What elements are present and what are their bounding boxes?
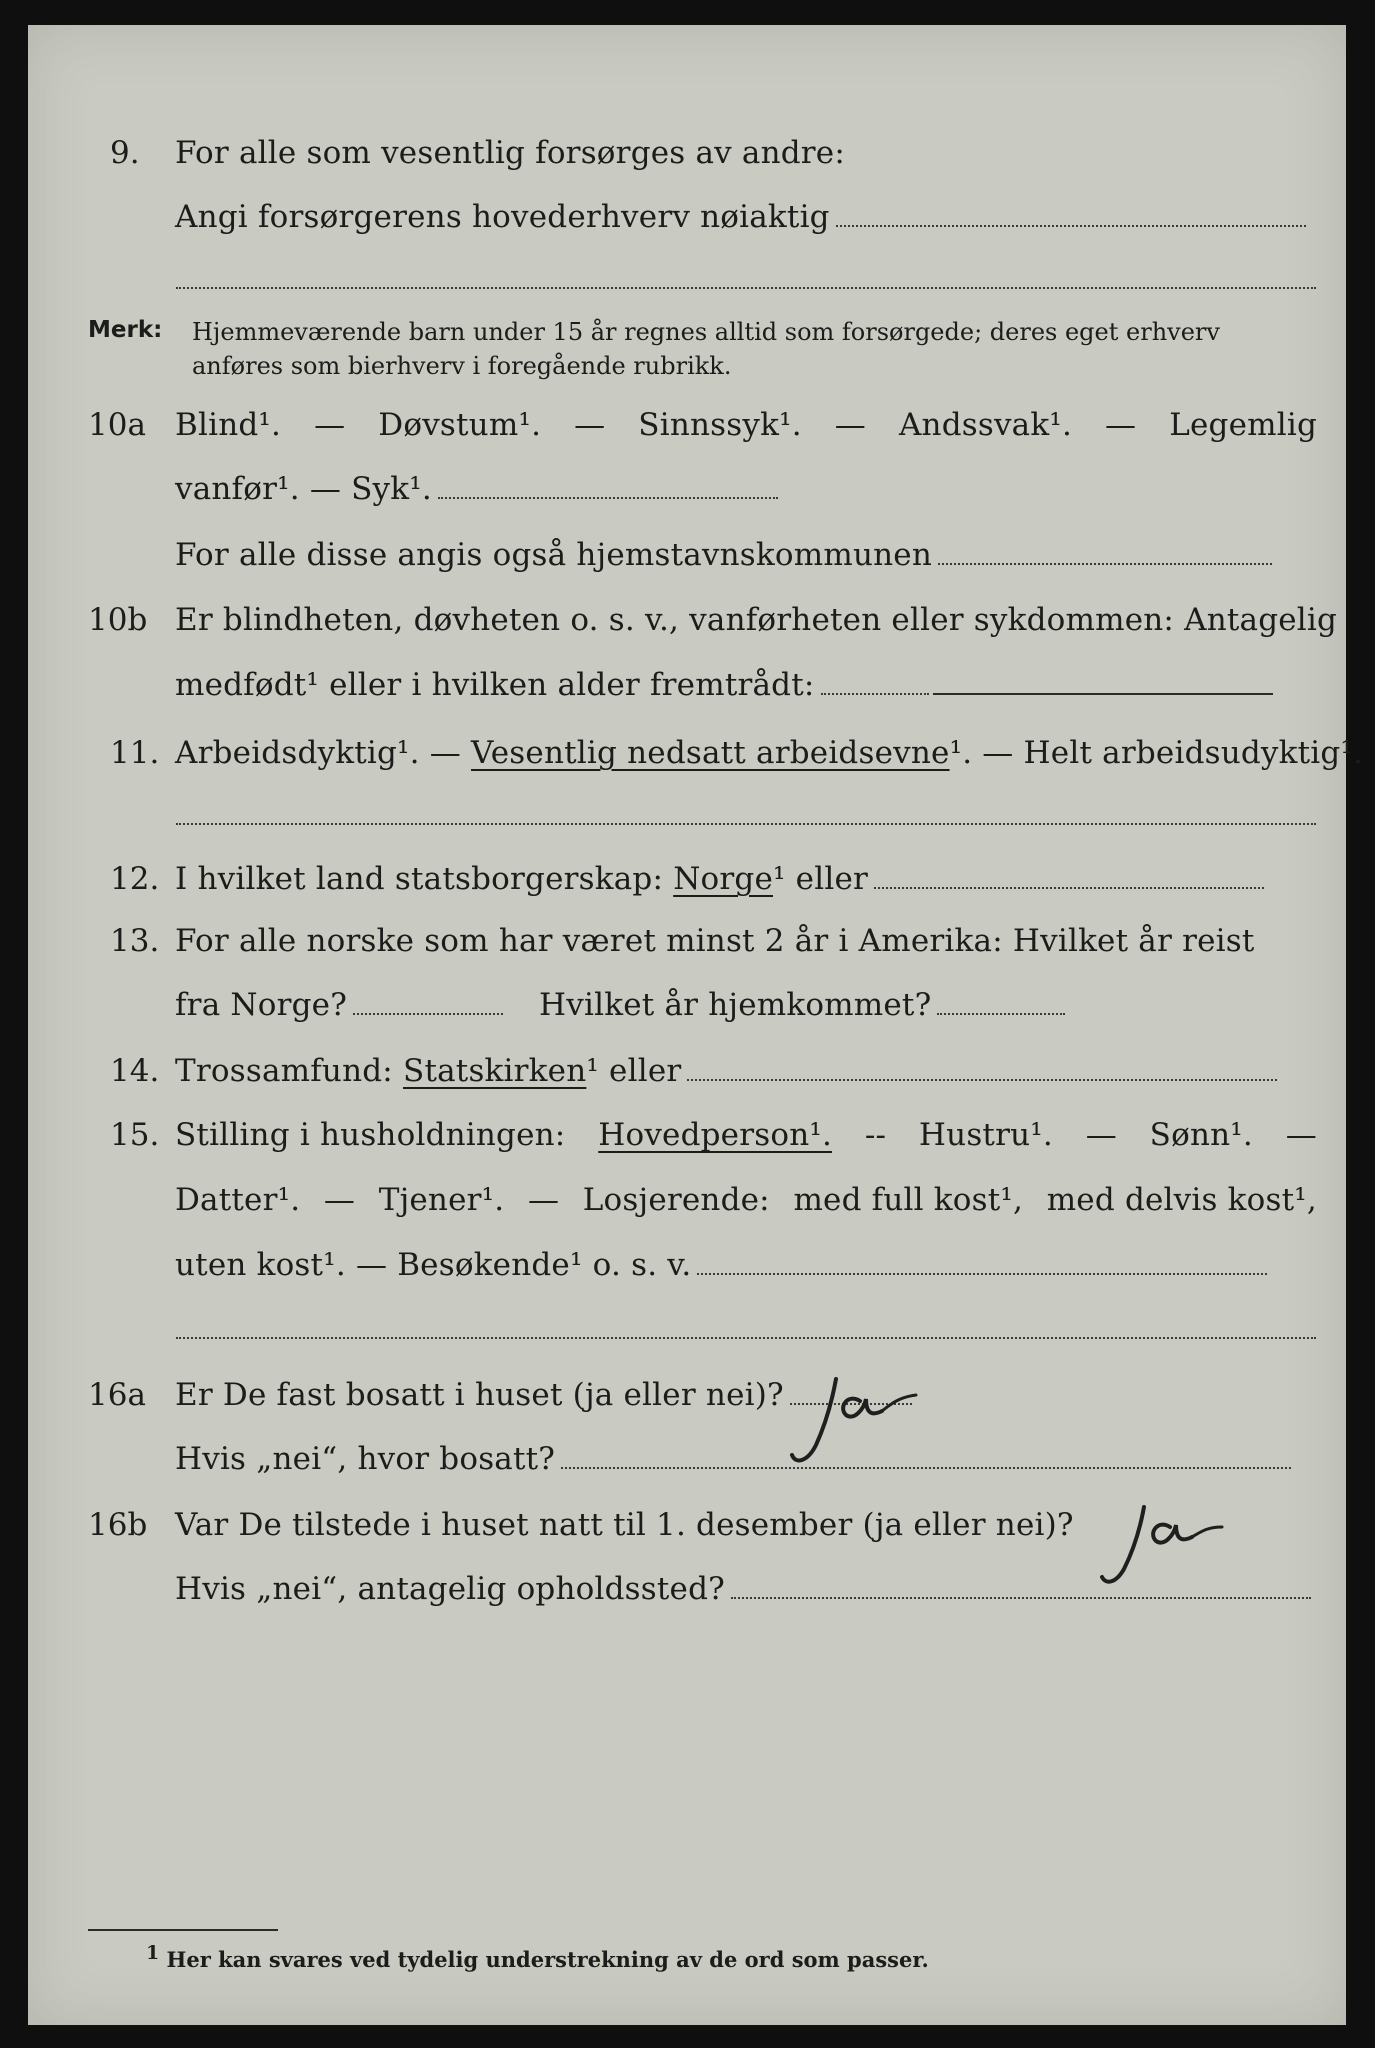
q9-number: 9. <box>110 135 140 171</box>
q14-line <box>175 1051 1277 1091</box>
q16a-line2: Hvis „nei“, hvor bosatt? <box>175 1441 556 1477</box>
q14-part3: ¹ eller <box>586 1053 682 1089</box>
q15-dash-3: — <box>1285 1117 1317 1153</box>
q10b-answer-dots[interactable] <box>821 692 929 695</box>
q15-datter: Datter¹. <box>175 1182 301 1218</box>
q10a-sinnssyk: Sinnssyk¹. <box>638 407 802 443</box>
footnote-marker: 1 <box>146 1942 160 1964</box>
q15-selected-option[interactable]: Hovedperson¹. <box>598 1117 833 1153</box>
q16a-line2-wrap <box>175 1439 1291 1479</box>
q13-line1: For alle norske som har været minst 2 år i Amerika: Hvilket år reist <box>175 923 1255 959</box>
q10b-line2-wrap <box>175 665 1273 705</box>
q10b-line2: medfødt¹ eller i hvilken alder fremtrådt: <box>175 667 815 703</box>
q10a-line2: vanfør¹. — Syk¹. <box>175 471 432 507</box>
q13-hjem-label: Hvilket år hjemkommet? <box>539 987 932 1023</box>
q15-dash-2: — <box>1085 1117 1117 1153</box>
q9-answer-line[interactable] <box>836 224 1306 227</box>
q14-selected-option[interactable]: Statskirken <box>403 1053 587 1089</box>
q15-line3-wrap <box>175 1245 1267 1285</box>
q10a-andssvak: Andssvak¹. <box>898 407 1073 443</box>
q11-line <box>175 733 1363 773</box>
footnote <box>146 1942 929 1972</box>
q10a-dash-3: — <box>834 407 866 443</box>
q10b-line1: Er blindheten, døvheten o. s. v., vanførheten eller sykdommen: Antagelig <box>175 602 1338 638</box>
q13-line2 <box>175 985 1065 1025</box>
q10a-line3-wrap <box>175 535 1272 575</box>
q15-dash-4: — <box>323 1182 356 1218</box>
q12-selected-option[interactable]: Norge <box>673 861 773 897</box>
q13-reist-label: fra Norge? <box>175 987 348 1023</box>
q15-line3: uten kost¹. — Besøkende¹ o. s. v. <box>175 1247 692 1283</box>
q14-number: 14. <box>110 1053 160 1089</box>
q10b-number: 10b <box>88 602 148 638</box>
q11-selected-option[interactable]: Vesentlig nedsatt arbeidsevne <box>471 735 950 771</box>
q10a-number: 10a <box>88 407 146 443</box>
q12-answer-line[interactable] <box>874 886 1264 889</box>
merk-label: Merk: <box>88 317 163 343</box>
q13-reist-line[interactable] <box>353 1012 503 1015</box>
q16a-line1: Er De fast bosatt i huset (ja eller nei)? <box>175 1377 784 1413</box>
q10a-dash-1: — <box>314 407 346 443</box>
q10a-dash-4: — <box>1105 407 1137 443</box>
q16b-opholdssted-line[interactable] <box>731 1596 1311 1599</box>
q13-number: 13. <box>110 923 160 959</box>
q10a-dash-2: — <box>574 407 606 443</box>
q12-part1: I hvilket land statsborgerskap: <box>175 861 674 897</box>
q10a-legemlig: Legemlig <box>1169 407 1317 443</box>
footnote-rule <box>88 1929 278 1931</box>
q10a-answer-line[interactable] <box>438 496 778 499</box>
merk-line1: Hjemmeværende barn under 15 år regnes alltid som forsørgede; deres eget erhverv <box>192 318 1220 346</box>
q14-part1: Trossamfund: <box>175 1053 404 1089</box>
q11-number: 11. <box>110 735 160 771</box>
q15-tjener: Tjener¹. <box>378 1182 505 1218</box>
q16b-line1: Var De tilstede i huset natt til 1. desember (ja eller nei)? <box>175 1507 1074 1543</box>
q9-line1: For alle som vesentlig forsørges av andre: <box>175 135 845 171</box>
q9-line2: Angi forsørgerens hovederhverv nøiaktig <box>175 199 830 235</box>
q15-answer-line[interactable] <box>697 1272 1267 1275</box>
q15-hustru: Hustru¹. <box>918 1117 1053 1153</box>
q16a-number: 16a <box>88 1377 146 1413</box>
q15-line1 <box>175 1115 1317 1155</box>
merk-line2: anføres som bierhverv i foregående rubrikk. <box>192 352 732 380</box>
q16b-line2-wrap <box>175 1569 1311 1609</box>
q12-line <box>175 859 1264 899</box>
q10a-line1 <box>175 405 1317 445</box>
q16a-bosatt-line[interactable] <box>561 1466 1291 1469</box>
q10a-kommune-line[interactable] <box>938 562 1272 565</box>
q15-dash-5: — <box>527 1182 560 1218</box>
q15-number: 15. <box>110 1117 160 1153</box>
footnote-text: Her kan svares ved tydelig understrekning av de ord som passer. <box>166 1947 929 1972</box>
q15-answer-line-2[interactable] <box>176 1337 1316 1339</box>
q11-answer-line[interactable] <box>176 823 1316 825</box>
q11-part1: Arbeidsdyktig¹. — <box>175 735 472 771</box>
q15-line2 <box>175 1180 1317 1220</box>
q15-delvis-kost: med delvis kost¹, <box>1046 1182 1317 1218</box>
q9-line2-wrap <box>175 197 1306 237</box>
q10b-answer-line[interactable] <box>933 692 1273 695</box>
q10a-dovstum: Døvstum¹. <box>378 407 542 443</box>
q16b-number: 16b <box>88 1507 148 1543</box>
q10a-line3: For alle disse angis også hjemstavnskommunen <box>175 537 932 573</box>
q15-dash-1: -- <box>864 1117 887 1153</box>
q12-number: 12. <box>110 861 160 897</box>
q10a-line2-wrap <box>175 469 778 509</box>
q15-label: Stilling i husholdningen: <box>175 1117 566 1153</box>
q9-answer-line-2[interactable] <box>176 287 1316 289</box>
q15-full-kost: med full kost¹, <box>793 1182 1024 1218</box>
q15-losjerende: Losjerende: <box>582 1182 770 1218</box>
q11-part3: ¹. — Helt arbeidsudyktig¹. <box>949 735 1364 771</box>
q12-part3: ¹ eller <box>773 861 869 897</box>
q15-sonn: Sønn¹. <box>1149 1117 1253 1153</box>
q13-hjem-line[interactable] <box>937 1012 1065 1015</box>
q10a-blind: Blind¹. <box>175 407 282 443</box>
q16b-line2: Hvis „nei“, antagelig opholdssted? <box>175 1571 725 1607</box>
q14-answer-line[interactable] <box>687 1078 1277 1081</box>
form-page <box>28 25 1364 2025</box>
